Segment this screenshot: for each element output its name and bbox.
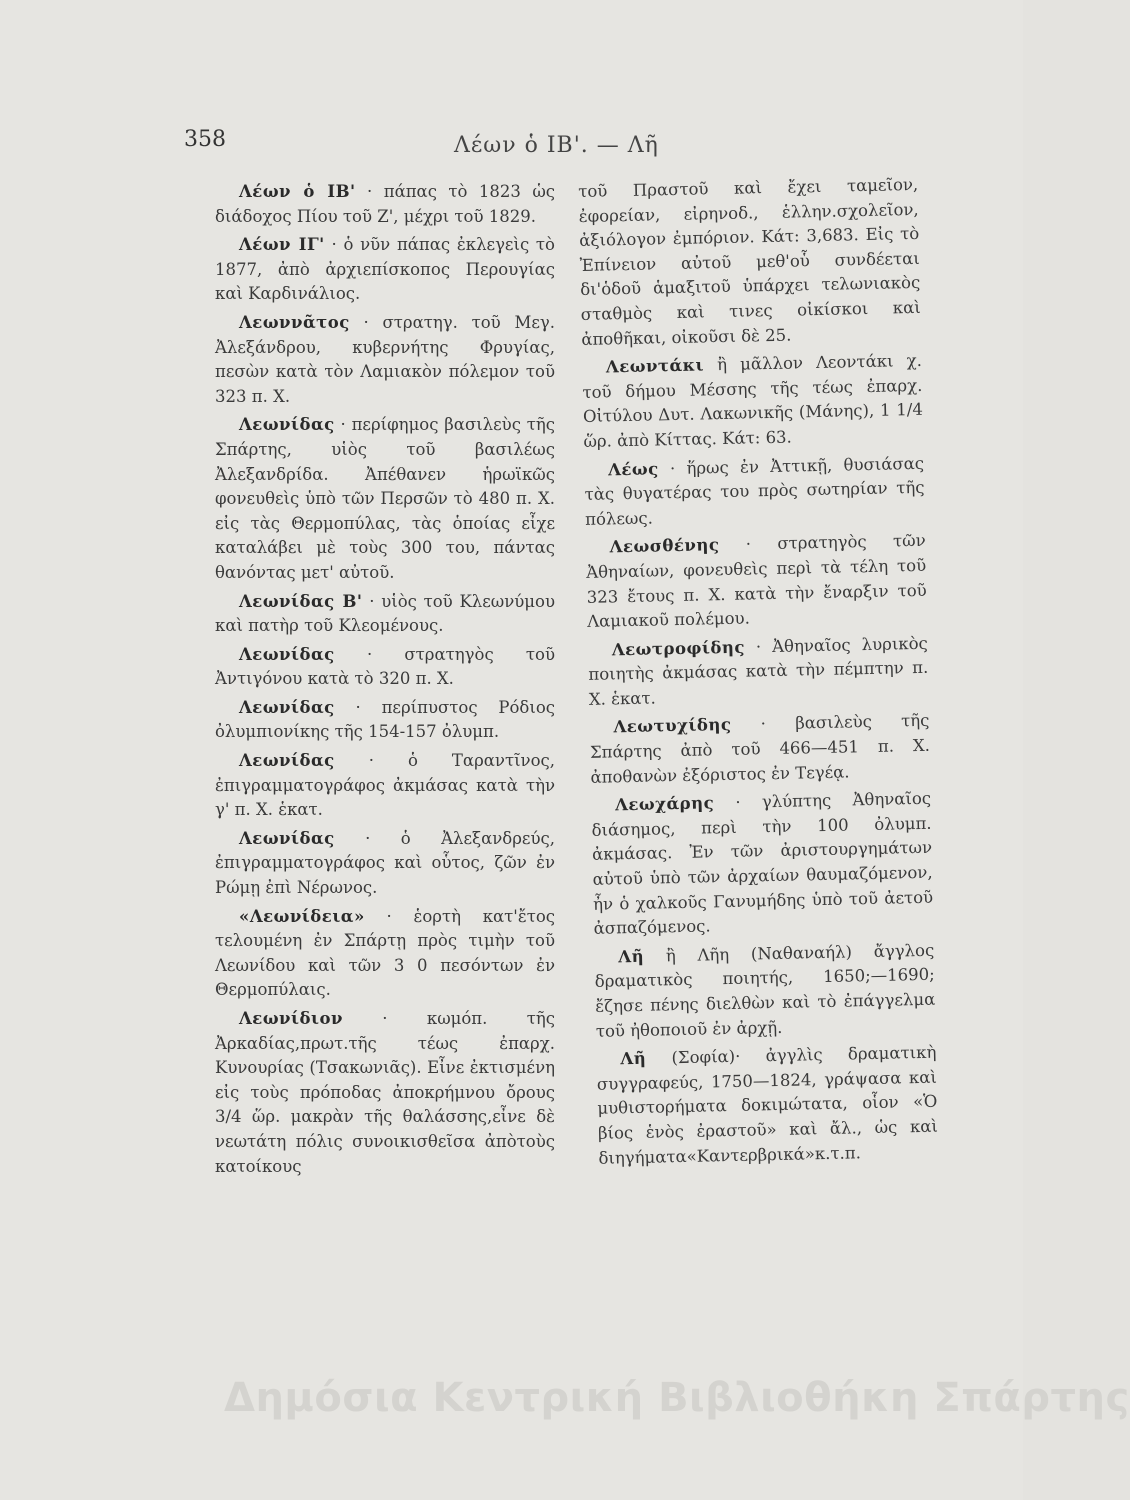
dictionary-entry <box>215 590 555 639</box>
entry-headword: Λεωντάκι <box>605 355 705 377</box>
entry-headword: Λεωχάρης <box>614 793 715 815</box>
entry-headword: Λεωνίδας <box>239 751 335 771</box>
entry-headword: Λεωνίδας <box>239 697 335 717</box>
dictionary-entry <box>584 451 925 532</box>
entry-text: · πάπας τὸ 1823 ὡς διάδοχος Πίου τοῦ Ζ', μέχρι τοῦ 1829. <box>215 182 556 226</box>
entry-text: · στρατηγὸς τοῦ Ἀντιγόνου κατὰ τὸ 320 π. Χ. <box>215 644 555 689</box>
entry-headword: Λῆ <box>618 946 645 967</box>
entry-text: · ὁ νῦν πάπας ἐκλεγεὶς τὸ 1877, ἀπὸ ἀρχιεπίσκοπος Περουγίας καὶ Καρδινάλιος. <box>215 235 555 304</box>
entry-text: · ἑορτὴ κατ'ἔτος τελουμένη ἐν Σπάρτῃ πρὸς τιμὴν τοῦ Λεωνίδου καὶ τῶν 3 0 πεσόντων ἐν Θερμοπύλαις. <box>215 906 555 1000</box>
dictionary-entry <box>582 349 924 454</box>
entry-headword: Λέων ΙΓ' <box>239 235 325 255</box>
left-column <box>215 180 555 1183</box>
dictionary-entry <box>585 529 927 634</box>
entry-text: (Σοφία)· ἀγγλὶς δραματικὴ συγγραφεύς, 1750—1824, γράψασα καὶ μυθιστορήματα δοκιμώτατα, οἷον «Ὁ βίος ἑνὸς ἐραστοῦ» καὶ ἄλ., ὡς καὶ διηγήματα«Καντερβρικά»κ.τ.π. <box>596 1042 939 1168</box>
dictionary-entry <box>589 709 930 790</box>
entry-text: · ὁ Ἀλεξανδρεύς, ἐπιγραμματογράφος καὶ οὗτος, ζῶν ἐν Ρώμῃ ἐπὶ Νέρωνος. <box>215 828 555 898</box>
entry-text: · βασιλεὺς τῆς Σπάρτης ἀπὸ τοῦ 466—451 π. Χ. ἀποθανὼν ἐξόριστος ἐν Τεγέᾳ. <box>589 711 931 787</box>
entry-headword: Λῆ <box>620 1048 647 1069</box>
dictionary-entry <box>591 787 934 942</box>
entry-headword: Λεωσθένης <box>609 535 720 557</box>
dictionary-entry <box>578 173 922 352</box>
entry-headword: Λέων ὁ ΙΒ' <box>239 182 356 201</box>
entry-text: τοῦ Πραστοῦ καὶ ἔχει ταμεῖον, ἐφορείαν, εἰρηνοδ., ἑλλην.σχολεῖον, ἀξιόλογον ἐμπόριον. Κάτ: 3,683. Εἰς τὸ Ἐπίνειον αὐτοῦ μεθ'οὗ συνδέεται δι'ὁδοῦ ἁμαξιτοῦ ὑπάρχει τελωνιακὸς σταθμὸς καὶ τινες οἰκίσκοι καὶ ἀποθῆκαι, οἰκοῦσι δὲ 25. <box>578 174 921 349</box>
dictionary-entry <box>215 311 555 409</box>
entry-headword: Λεωνίδας <box>239 415 335 435</box>
page-number: 358 <box>184 127 226 152</box>
dictionary-entry <box>215 233 555 307</box>
entry-headword: Λεωνίδας <box>239 828 335 848</box>
entry-text: ἢ Λῆη (Ναθαναήλ) ἄγγλος δραματικὸς ποιητής, 1650;—1690; ἔζησε πένης διελθὼν καὶ τὸ ἐπάγγελμα τοῦ ἠθοποιοῦ ἐν ἀρχῇ. <box>594 940 936 1041</box>
dictionary-entry <box>215 643 555 692</box>
entry-headword: Λεωννᾶτος <box>239 312 350 332</box>
entry-text: · γλύπτης Ἀθηναῖος διάσημος, περὶ τὴν 100 ὀλυμπ. ἀκμάσας. Ἐν τῶν ἀριστουργημάτων αὐτοῦ ὑπὸ τῶν ἀρχαίων θαυμαζόμενον, ἦν ὁ χαλκοῦς Γανυμήδης ὑπὸ τοῦ ἀετοῦ ἀσπαζόμενος. <box>591 788 934 939</box>
entry-text: ἢ μᾶλλον Λεοντάκι χ. τοῦ δήμου Μέσσης τῆς τέως ἐπαρχ. Οἰτύλου Δυτ. Λακωνικῆς (Μάνης), 1 1/4 ὥρ. ἀπὸ Κίττας. Κάτ: 63. <box>582 350 924 451</box>
entry-text: · περίφημος βασιλεὺς τῆς Σπάρτης, υἱὸς τοῦ βασιλέως Ἀλεξανδρίδα. Ἀπέθανεν ἡρωϊκῶς φονευθεὶς ὑπὸ τῶν Περσῶν τὸ 480 π. Χ. εἰς τὰς Θερμοπύλας, τὰς ὁποίας εἶχε καταλάβει μὲ τοὺς 300 του, πάντας θανόντας μετ' αὐτοῦ. <box>215 415 555 582</box>
right-column <box>578 173 939 1175</box>
entry-headword: Λεωτυχίδης <box>613 715 732 737</box>
entry-text: · ἥρως ἐν Ἀττικῇ, θυσιάσας τὰς θυγατέρας του πρὸς σωτηρίαν τῆς πόλεως. <box>584 453 925 529</box>
entry-text: · περίπυστος Ρόδιος ὀλυμπιονίκης τῆς 154-157 ὀλυμπ. <box>215 697 556 742</box>
dictionary-entry <box>215 413 555 585</box>
entry-headword: Λεωτροφίδης <box>611 637 746 660</box>
entry-text: · ὁ Ταραντῖνος, ἐπιγραμματογράφος ἀκμάσας κατὰ τὴν γ' π. Χ. ἑκατ. <box>215 751 555 820</box>
dictionary-entry <box>594 939 936 1044</box>
dictionary-entry <box>215 696 555 745</box>
entry-headword: Λεωνίδιον <box>239 1009 343 1028</box>
dictionary-entry <box>596 1041 939 1171</box>
dictionary-entry <box>215 180 555 229</box>
entry-text: · κωμόπ. τῆς Ἀρκαδίας,πρωτ.τῆς τέως ἐπαρχ. Κυνουρίας (Τσακωνιᾶς). Εἶνε ἐκτισμένη εἰς τοὺς πρόποδας ἀποκρήμνου ὄρους 3/4 ὥρ. μακρὰν τῆς θαλάσσης,εἶνε δὲ νεωτάτη πόλις συνοικισθεῖσα ἀπὸτοὺς κατοίκους <box>215 1009 555 1176</box>
dictionary-entry <box>215 827 555 901</box>
dictionary-entry <box>215 749 555 823</box>
running-head: Λέων ὁ ΙΒ'. — Λῆ <box>454 133 659 158</box>
dictionary-entry <box>215 905 555 1003</box>
entry-headword: Λεωνίδας Β' <box>239 591 363 611</box>
entry-headword: Λέως <box>607 458 659 479</box>
library-watermark: Δημόσια Κεντρική Βιβλιοθήκη Σπάρτης <box>224 1375 1130 1421</box>
page-header <box>184 127 884 167</box>
dictionary-entry <box>588 631 929 712</box>
dictionary-entry <box>215 1007 555 1179</box>
entry-text: · στρατηγ. τοῦ Μεγ. Ἀλεξάνδρου, κυβερνήτης Φρυγίας, πεσὼν κατὰ τὸν Λαμιακὸν πόλεμον τοῦ 323 π. Χ. <box>215 312 555 406</box>
entry-text: · Ἀθηναῖος λυρικὸς ποιητὴς ἀκμάσας κατὰ τὴν πέμπτην π. Χ. ἑκατ. <box>588 633 929 709</box>
entry-headword: Λεωνίδας <box>239 644 335 664</box>
entry-text: · στρατηγὸς τῶν Ἀθηναίων, φονευθεὶς περὶ τὰ τέλη τοῦ 323 ἔτους π. Χ. κατὰ τὴν ἔναρξιν τοῦ Λαμιακοῦ πολέμου. <box>586 531 927 631</box>
entry-headword: «Λεωνίδεια» <box>239 906 365 926</box>
entry-text: · υἱὸς τοῦ Κλεωνύμου καὶ πατὴρ τοῦ Κλεομένους. <box>215 591 555 636</box>
